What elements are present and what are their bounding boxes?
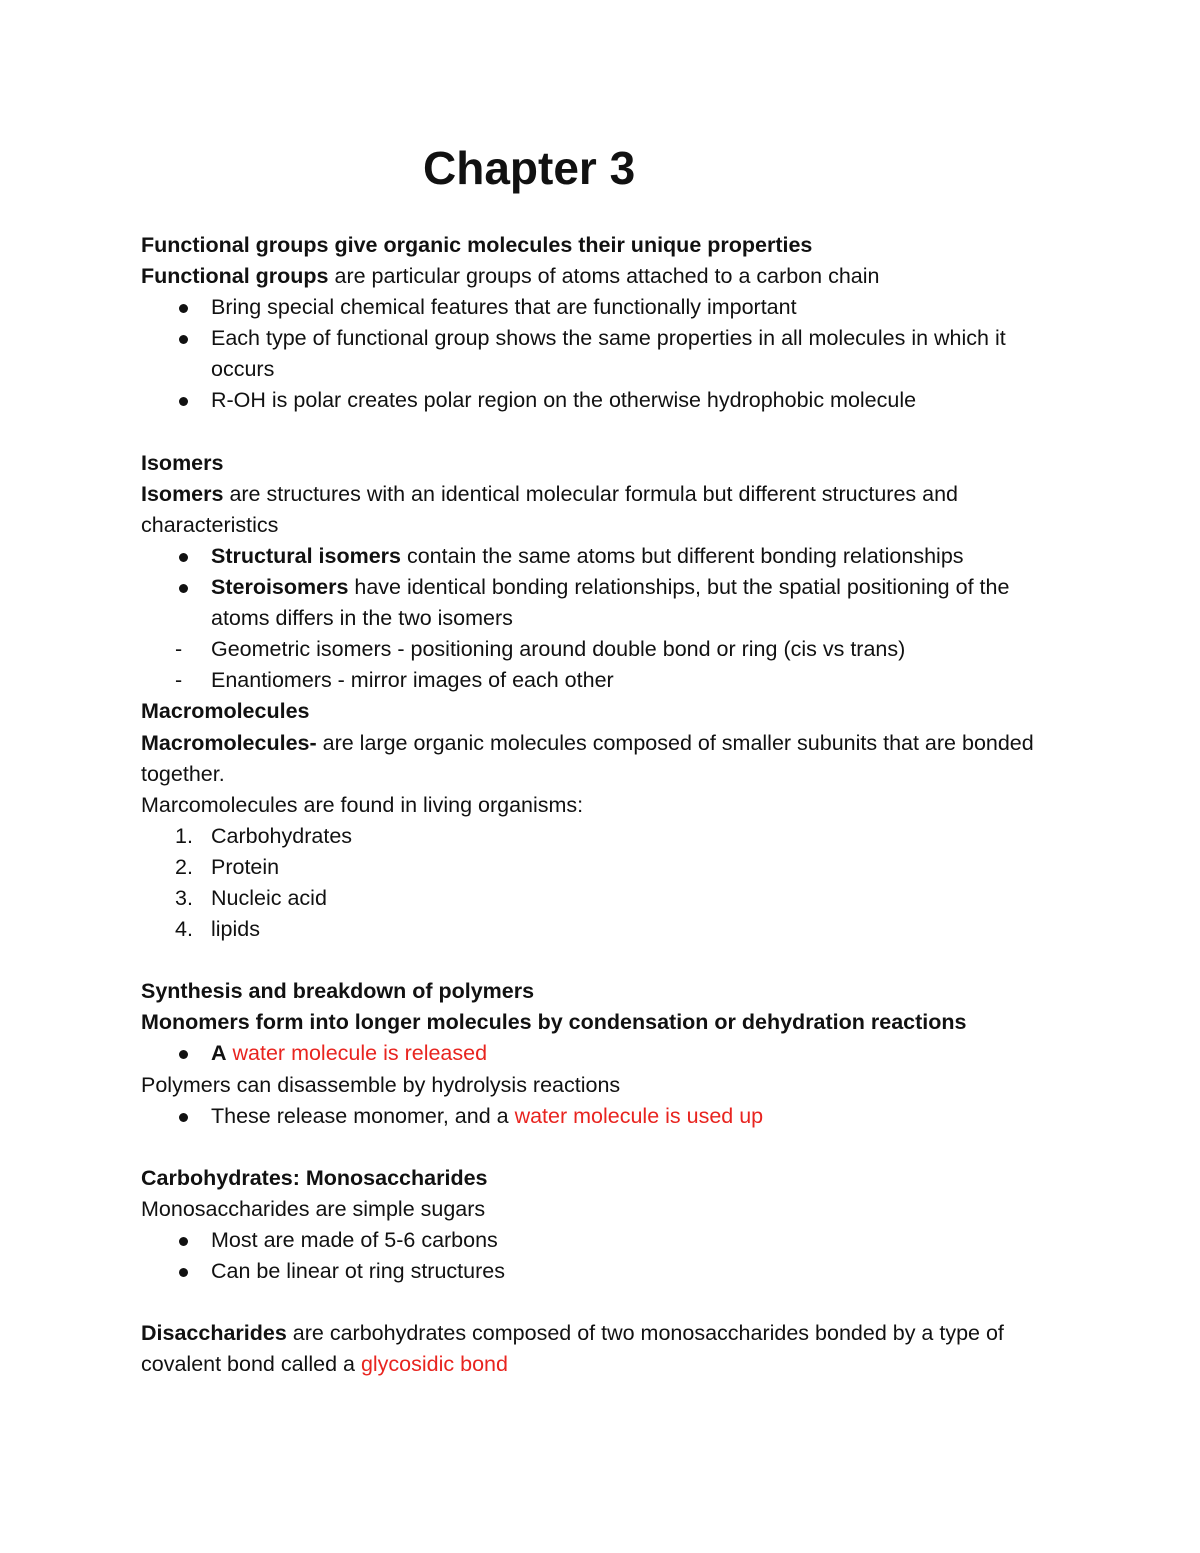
list-number: 4.: [175, 917, 193, 942]
list-item: [141, 852, 1060, 883]
functional-groups-definition: [141, 261, 1060, 292]
macromolecules-heading: Macromolecules: [141, 699, 310, 724]
dash-item-text: Geometric isomers - positioning around double bond or ring (cis vs trans): [211, 637, 906, 662]
list-item: [141, 883, 1060, 914]
list-item: [141, 821, 1060, 852]
steroisomers-text: have identical bonding relationships, but the spatial positioning of the atoms differs in the two isomers: [211, 575, 1010, 631]
dash-item-text: Enantiomers - mirror images of each other: [211, 668, 614, 693]
list-item-text: Protein: [211, 854, 280, 879]
macromolecules-intro: Marcomolecules are found in living organisms:: [141, 792, 584, 817]
bullet-text: These release monomer, and a: [211, 1103, 515, 1128]
monosaccharides-heading: Carbohydrates: Monosaccharides: [141, 1165, 488, 1190]
structural-isomers-text: contain the same atoms but different bonding relationships: [400, 543, 964, 568]
list-item: Can be linear ot ring structures: [141, 1256, 1060, 1287]
list-number: 3.: [175, 885, 193, 910]
hydrolysis-line: Polymers can disassemble by hydrolysis reactions: [141, 1072, 621, 1097]
list-item: [141, 665, 1060, 696]
list-item-text: Nucleic acid: [211, 885, 327, 910]
highlight-glycosidic-bond: glycosidic bond: [360, 1352, 508, 1377]
macromolecules-definition: [141, 728, 1060, 790]
list-number: 1.: [175, 823, 193, 848]
highlight-water-released: water molecule is released: [232, 1041, 488, 1066]
disaccharides-paragraph: [141, 1318, 1060, 1380]
page-title: Chapter 3: [423, 142, 636, 194]
list-item: Most are made of 5-6 carbons: [141, 1225, 1060, 1256]
isomers-dash-list: [141, 634, 1060, 696]
hydrolysis-bullet-list: [141, 1101, 1060, 1132]
list-item: [141, 572, 1060, 634]
spacer: [141, 945, 1060, 976]
monosaccharides-bullet-list: [141, 1225, 1060, 1287]
disaccharides-text: are carbohydrates composed of two monosaccharides bonded by a type of covalent bond called a: [141, 1321, 1004, 1377]
isomers-definition-text: are structures with an identical molecular formula but different structures and characteristics: [141, 481, 959, 537]
highlight-water-used: water molecule is used up: [514, 1103, 764, 1128]
isomers-heading: Isomers: [141, 450, 224, 475]
list-item: [141, 541, 1060, 572]
list-item: R-OH is polar creates polar region on the otherwise hydrophobic molecule: [141, 385, 1060, 416]
polymers-heading: Synthesis and breakdown of polymers: [141, 979, 535, 1004]
structural-isomers-term: Structural isomers: [211, 543, 401, 568]
disaccharides-term: Disaccharides: [141, 1321, 287, 1346]
polymers-subheading: Monomers form into longer molecules by condensation or dehydration reactions: [141, 1010, 967, 1035]
spacer: [141, 417, 1060, 448]
condensation-bullet-list: [141, 1038, 1060, 1069]
list-item: Bring special chemical features that are functionally important: [141, 292, 1060, 323]
functional-groups-term: Functional groups: [141, 264, 329, 289]
list-item: [141, 1038, 1060, 1069]
monosaccharides-line: Monosaccharides are simple sugars: [141, 1196, 486, 1221]
macromolecules-term: Macromolecules-: [141, 730, 317, 755]
list-item: [141, 1101, 1060, 1132]
macromolecules-definition-text: are large organic molecules composed of smaller subunits that are bonded together.: [141, 730, 1034, 786]
macromolecules-numbered-list: [141, 821, 1060, 945]
list-item: Each type of functional group shows the same properties in all molecules in which it occurs: [141, 323, 1060, 385]
functional-groups-definition-text: are particular groups of atoms attached to a carbon chain: [328, 264, 880, 289]
list-item: [141, 634, 1060, 665]
list-item-text: lipids: [211, 917, 260, 942]
steroisomers-term: Steroisomers: [211, 575, 349, 600]
list-number: 2.: [175, 854, 193, 879]
functional-groups-bullet-list: [141, 292, 1060, 416]
list-item: [141, 914, 1060, 945]
spacer: [141, 1132, 1060, 1163]
functional-groups-heading: Functional groups give organic molecules their unique properties: [141, 233, 813, 257]
bullet-bold-lead: A: [211, 1041, 227, 1066]
spacer: [141, 1287, 1060, 1318]
dash-marker: -: [175, 668, 183, 693]
isomers-definition: [141, 479, 1060, 541]
isomers-bullet-list: [141, 541, 1060, 634]
isomers-term: Isomers: [141, 481, 224, 506]
dash-marker: -: [175, 637, 183, 662]
list-item-text: Carbohydrates: [211, 823, 353, 848]
